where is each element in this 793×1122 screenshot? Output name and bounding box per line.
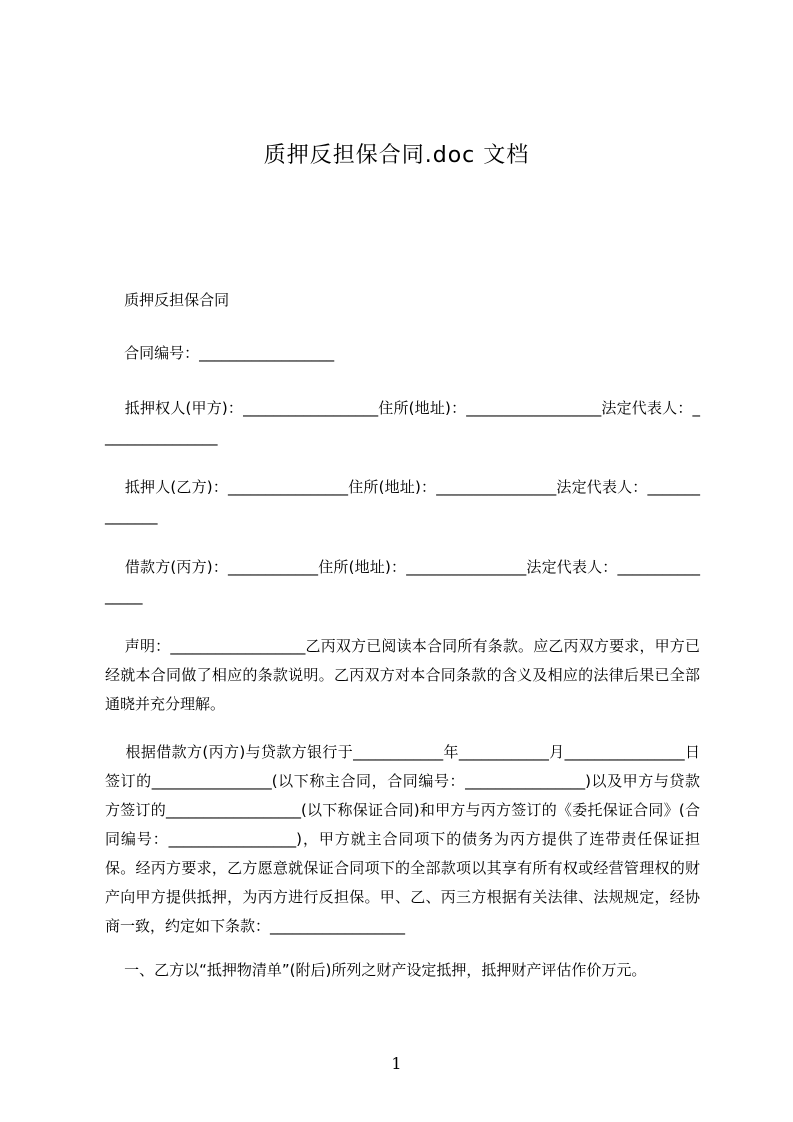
declaration-paragraph: 声明：__________________乙丙双方已阅读本合同所有条款。应乙丙双方要求，甲方已经就本合同做了相应的条款说明。乙丙双方对本合同条款的含义及相应的法律后果已全部通晓并充分理解。 [105, 637, 700, 713]
document-title: 质押反担保合同.doc 文档 [263, 143, 530, 168]
contract-heading: 质押反担保合同 [105, 291, 230, 309]
party-c-paragraph: 借款方(丙方)：____________住所(地址)：________________法定代表人：________________ [105, 558, 700, 605]
preamble-paragraph: 根据借款方(丙方)与贷款方银行于____________年____________月________________日签订的________________(以下称主合同，合同编号：________________)以及甲方与贷款方签订的__________________(以下称保证合同)和甲方与丙方签订的《委托保证合同》(合同编号：_________________)，甲方就主合同项下的债务为丙方提供了连带责任保证担保。经丙方要求，乙方愿意就保证合同项下的全部款项以其享有所有权或经营管理权的财产向甲方提供抵押，为丙方进行反担保。甲、乙、丙三方根据有关法律、法规规定，经协商一致，约定如下条款：__________________ [105, 743, 700, 935]
page-number: 1 [391, 1054, 402, 1073]
clause-one-paragraph: 一、乙方以“抵押物清单”(附后)所列之财产设定抵押，抵押财产评估作价万元。 [105, 961, 647, 979]
party-b-paragraph: 抵押人(乙方)：________________住所(地址)：________________法定代表人：______________ [105, 478, 700, 525]
party-a-paragraph: 抵押权人(甲方)：__________________住所(地址)：__________________法定代表人：________________ [105, 399, 700, 446]
contract-number-line: 合同编号：__________________ [105, 344, 335, 362]
